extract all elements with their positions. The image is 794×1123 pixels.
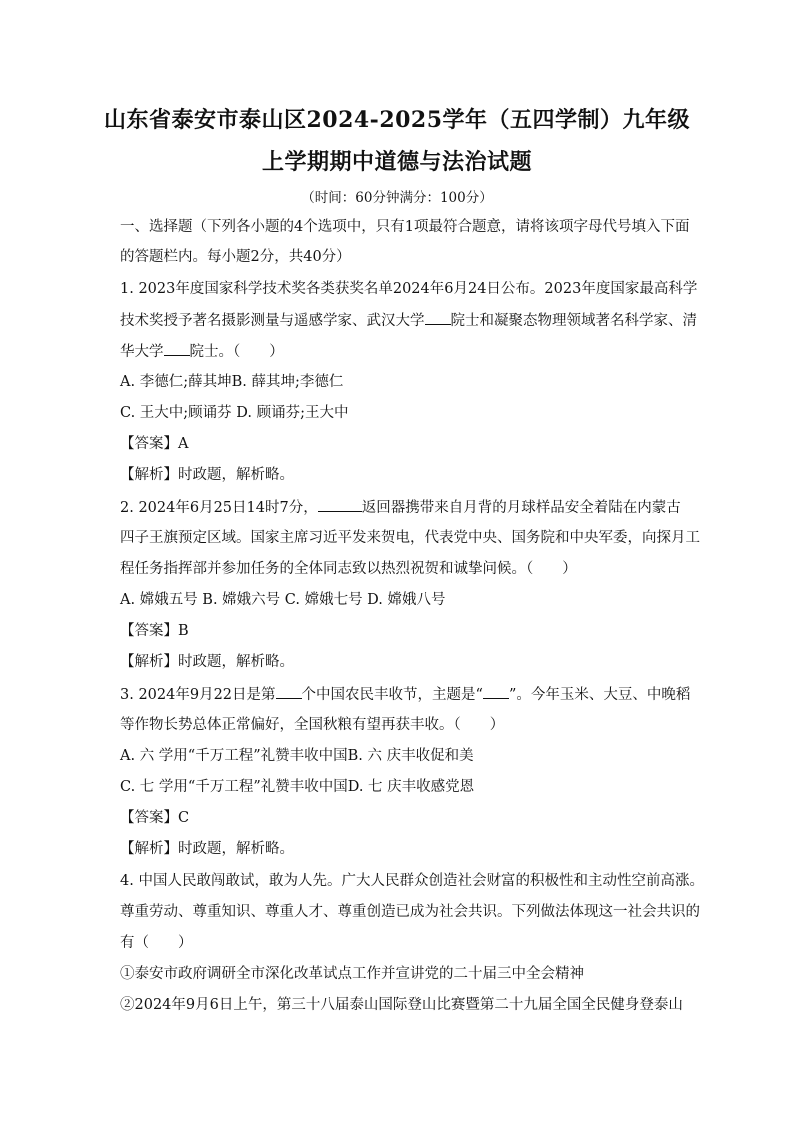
q4-item-2: ②2024年9月6日上午，第三十八届泰山国际登山比赛暨第二十九届全国全民健身登泰山 <box>120 997 683 1013</box>
q1-stem-line2 <box>120 310 697 331</box>
q3-blank-2 <box>483 684 509 699</box>
q4-stem-line2: 尊重劳动、尊重知识、尊重人才、尊重创造已成为社会共识。下列做法体现这一社会共识的 <box>120 904 700 920</box>
q1-stem-line3-part2: 院士。（ ） <box>189 344 284 360</box>
q4-stem-line1: 4. 中国人民敢闯敢试，敢为人先。广大人民群众创造社会财富的积极性和主动性空前高涨。 <box>120 873 704 889</box>
q1-options-cd: C. 王大中;顾诵芬 D. 顾诵芬;王大中 <box>120 405 349 421</box>
q1-blank-1 <box>425 310 451 325</box>
q3-stem-line1-part1: 3. 2024年9月22日是第 <box>120 687 276 703</box>
q3-blank-1 <box>276 684 302 699</box>
q1-analysis: 【解析】时政题，解析略。 <box>120 467 294 483</box>
q1-stem-line2-part2: 院士和凝聚态物理领域著名科学家、清 <box>450 313 697 329</box>
q1-options-ab: A. 李德仁;薛其坤B. 薛其坤;李德仁 <box>120 374 344 390</box>
q3-options-cd: C. 七 学用“千万工程”礼赞丰收中国D. 七 庆丰收感党恩 <box>120 779 475 795</box>
document-title-line1: 山东省泰安市泰山区2024-2025学年（五四学制）九年级 <box>103 107 691 133</box>
q1-stem-line2-part1: 技术奖授予著名摄影测量与遥感学家、武汉大学 <box>120 313 425 329</box>
q2-options: A. 嫦娥五号 B. 嫦娥六号 C. 嫦娥七号 D. 嫦娥八号 <box>120 592 446 608</box>
q3-stem-line1-part2: 个中国农民丰收节，主题是“ <box>301 687 483 703</box>
q2-stem-line1-part2: 返回器携带来自月背的月球样品安全着陆在内蒙古 <box>361 500 681 516</box>
q3-stem-line1-part3: ”。今年玉米、大豆、中晚稻 <box>508 687 691 703</box>
q1-stem-line3 <box>120 341 680 362</box>
section-heading-line1: 一、选择题（下列各小题的4个选项中，只有1项最符合题意，请将该项字母代号填入下面 <box>120 219 690 235</box>
q3-analysis: 【解析】时政题，解析略。 <box>120 841 294 857</box>
q1-blank-2 <box>164 341 190 356</box>
q2-answer: 【答案】B <box>120 623 189 639</box>
section-heading-line2: 的答题栏内。每小题2分，共40分） <box>120 249 351 265</box>
q2-stem-line3: 程任务指挥部并参加任务的全体同志致以热烈祝贺和诚挚问候。（ ） <box>120 561 577 577</box>
q3-answer: 【答案】C <box>120 810 190 826</box>
q2-blank-1 <box>318 497 362 512</box>
q1-stem-line3-part1: 华大学 <box>120 344 164 360</box>
q2-stem-line2: 四子王旗预定区域。国家主席习近平发来贺电，代表党中央、国务院和中央军委，向探月工 <box>120 530 700 546</box>
q3-stem-line2: 等作物长势总体正常偏好，全国秋粮有望再获丰收。（ ） <box>120 717 505 733</box>
exam-time-and-score: （时间：60分钟满分：100分） <box>301 190 493 206</box>
q4-stem-line3: 有（ ） <box>120 935 193 951</box>
q1-answer: 【答案】A <box>120 436 189 452</box>
q2-stem-line1 <box>120 497 680 518</box>
q2-stem-line1-part1: 2. 2024年6月25日14时7分， <box>120 500 318 516</box>
q4-item-1: ①泰安市政府调研全市深化改革试点工作并宣讲党的二十届三中全会精神 <box>120 966 584 982</box>
q3-options-ab: A. 六 学用“千万工程”礼赞丰收中国B. 六 庆丰收促和美 <box>120 748 474 764</box>
q1-stem-line1: 1. 2023年度国家科学技术奖各类获奖名单2024年6月24日公布。2023年度国家最高科学 <box>120 281 698 297</box>
document-title-line2: 上学期期中道德与法治试题 <box>261 149 532 175</box>
q2-analysis: 【解析】时政题，解析略。 <box>120 654 294 670</box>
q3-stem-line1 <box>120 684 691 705</box>
